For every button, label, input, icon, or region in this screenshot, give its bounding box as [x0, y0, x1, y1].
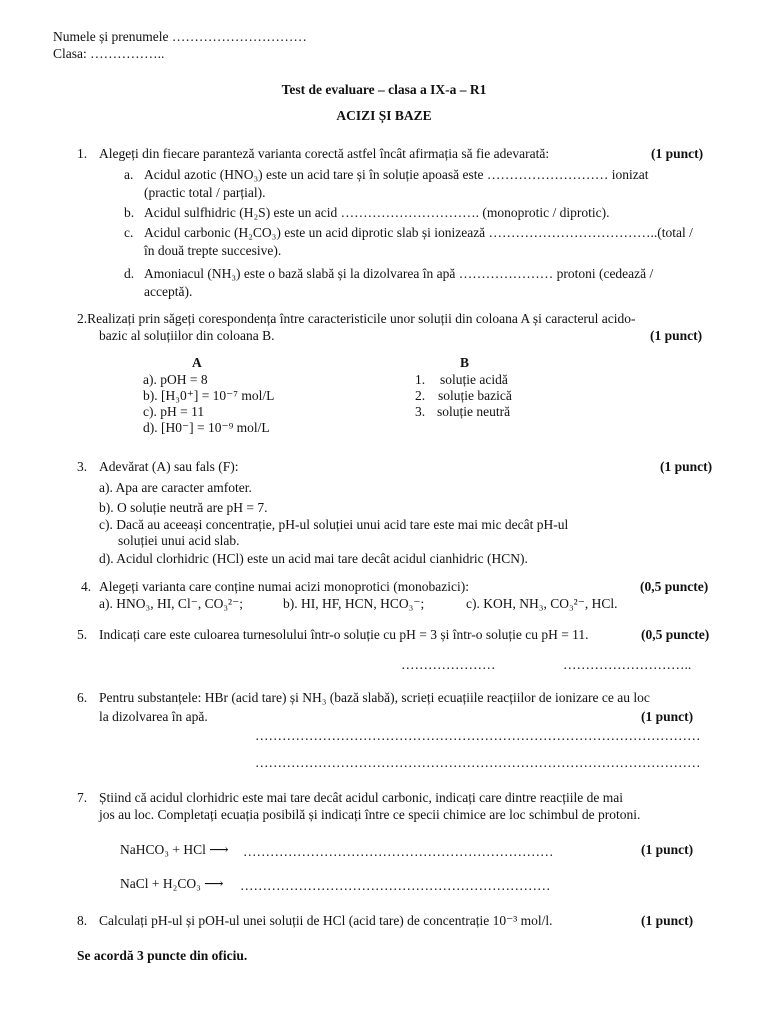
q4-option-c: c). KOH, NH₃, CO₃²⁻, HCl.	[466, 596, 618, 611]
q1-d-line2: acceptă).	[144, 284, 193, 299]
q8-number: 8.	[77, 913, 88, 928]
q1-d-letter: d.	[124, 266, 135, 281]
q2-b-item: soluție neutră	[437, 404, 511, 419]
q2-line1: 2.Realizați prin săgeți corespondența între caracteristicile unor soluții din coloana A și caracterul acido-	[77, 311, 636, 326]
q6-answer-blank-1: ………………………………………………………………………………………	[255, 728, 701, 743]
q7-reaction-1: NaHCO₃ + HCl ⟶	[120, 842, 229, 857]
q3-item: b). O soluție neutră are pH = 7.	[99, 500, 268, 515]
q6-number: 6.	[77, 690, 88, 705]
q1-b-letter: b.	[124, 205, 135, 220]
q2-a-item: a). pOH = 8	[143, 372, 208, 387]
q7-line1: Știind că acidul clorhidric este mai tare decât acidul carbonic, indicați care dintre reacțiile de mai	[99, 790, 624, 805]
q3-points: (1 punct)	[660, 459, 713, 474]
q4-number: 4.	[81, 579, 92, 594]
q7-reaction-2-blank: ……………………………………………………………	[240, 878, 551, 893]
q3-item: d). Acidul clorhidric (HCl) este un acid mai tare decât acidul cianhidric (HCN).	[99, 551, 528, 566]
q4-option-b: b). HI, HF, HCN, HCO₃⁻;	[283, 596, 425, 611]
q5-prompt: Indicați care este culoarea turnesolului într-o soluție cu pH = 3 și într-o soluție cu pH = 11.	[99, 627, 589, 642]
q2-points: (1 punct)	[650, 328, 703, 343]
q2-a-item: b). [H₃0⁺] = 10⁻⁷ mol/L	[143, 388, 275, 403]
q8-points: (1 punct)	[641, 913, 694, 928]
q1-d-line1: Amoniacul (NH₃) este o bază slabă și la dizolvarea în apă ………………… protoni (cedează /	[144, 266, 654, 281]
q5-number: 5.	[77, 627, 88, 642]
q2-b-item: soluție acidă	[440, 372, 508, 387]
q7-number: 7.	[77, 790, 88, 805]
q6-line1: Pentru substanțele: HBr (acid tare) și NH₃ (bază slabă), scrieți ecuațiile reacțiilor de ionizare ce au loc	[99, 690, 650, 705]
q5-points: (0,5 puncte)	[641, 627, 710, 642]
q4-prompt: Alegeți varianta care conține numai acizi monoprotici (monobazici):	[99, 579, 469, 594]
q6-points: (1 punct)	[641, 709, 694, 724]
q3-item: a). Apa are caracter amfoter.	[99, 480, 252, 495]
q2-b-number: 2.	[415, 388, 426, 403]
q1-prompt: Alegeți din fiecare paranteză varianta corectă astfel încât afirmația să fie adevarată:	[99, 146, 550, 161]
student-name-line: Numele și prenumele …………………………	[53, 29, 307, 44]
q2-a-item: d). [H0⁻] = 10⁻⁹ mol/L	[143, 420, 270, 435]
q2-b-item: soluție bazică	[438, 388, 512, 403]
q1-a-line2: (practic total / parțial).	[144, 185, 266, 200]
q1-a-line1: Acidul azotic (HNO₃) este un acid tare și în soluție apoasă este ……………………… ionizat	[144, 167, 649, 182]
q5-answer-blank-2: ………………………..	[563, 657, 692, 672]
test-title: Test de evaluare – clasa a IX-a – R1	[281, 82, 487, 97]
q1-points: (1 punct)	[651, 146, 704, 161]
q3-item: soluției unui acid slab.	[118, 533, 240, 548]
test-subtitle: ACIZI ȘI BAZE	[336, 108, 432, 123]
q5-answer-blank-1: …………………	[401, 657, 496, 672]
q2-a-item: c). pH = 11	[143, 404, 205, 419]
q8-prompt: Calculați pH-ul și pOH-ul unei soluții de HCl (acid tare) de concentrație 10⁻³ mol/l.	[99, 913, 553, 928]
q3-number: 3.	[77, 459, 88, 474]
q1-c-line1: Acidul carbonic (H₂CO₃) este un acid diprotic slab și ionizează ………………………………..(total /	[144, 225, 693, 240]
q2-column-a-header: A	[192, 355, 202, 370]
q2-b-number: 1.	[415, 372, 426, 387]
class-line: Clasa: ……………..	[53, 46, 165, 61]
q7-points: (1 punct)	[641, 842, 694, 857]
q7-line2: jos au loc. Completați ecuația posibilă și indicați între ce specii chimice are loc schimbul de protoni.	[99, 807, 641, 822]
q1-c-letter: c.	[124, 225, 134, 240]
q2-column-b-header: B	[460, 355, 470, 370]
q7-reaction-1-blank: ……………………………………………………………	[243, 844, 554, 859]
q3-item: c). Dacă au aceeași concentrație, pH-ul soluției unui acid tare este mai mic decât pH-ul	[99, 517, 569, 532]
q1-c-line2: în două trepte succesive).	[144, 243, 282, 258]
q1-b-line1: Acidul sulfhidric (H₂S) este un acid …………………………. (monoprotic / diprotic).	[144, 205, 610, 220]
q1-number: 1.	[77, 146, 88, 161]
footer-note: Se acordă 3 puncte din oficiu.	[77, 948, 248, 963]
q6-answer-blank-2: ………………………………………………………………………………………	[255, 755, 701, 770]
q2-line2: bazic al soluțiilor din coloana B.	[99, 328, 275, 343]
q6-line2: la dizolvarea în apă.	[99, 709, 208, 724]
q2-b-number: 3.	[415, 404, 426, 419]
q1-a-letter: a.	[124, 167, 134, 182]
q3-prompt: Adevărat (A) sau fals (F):	[99, 459, 239, 474]
q4-option-a: a). HNO₃, HI, Cl⁻, CO₃²⁻;	[99, 596, 243, 611]
q7-reaction-2: NaCl + H₂CO₃ ⟶	[120, 876, 224, 891]
q4-points: (0,5 puncte)	[640, 579, 709, 594]
